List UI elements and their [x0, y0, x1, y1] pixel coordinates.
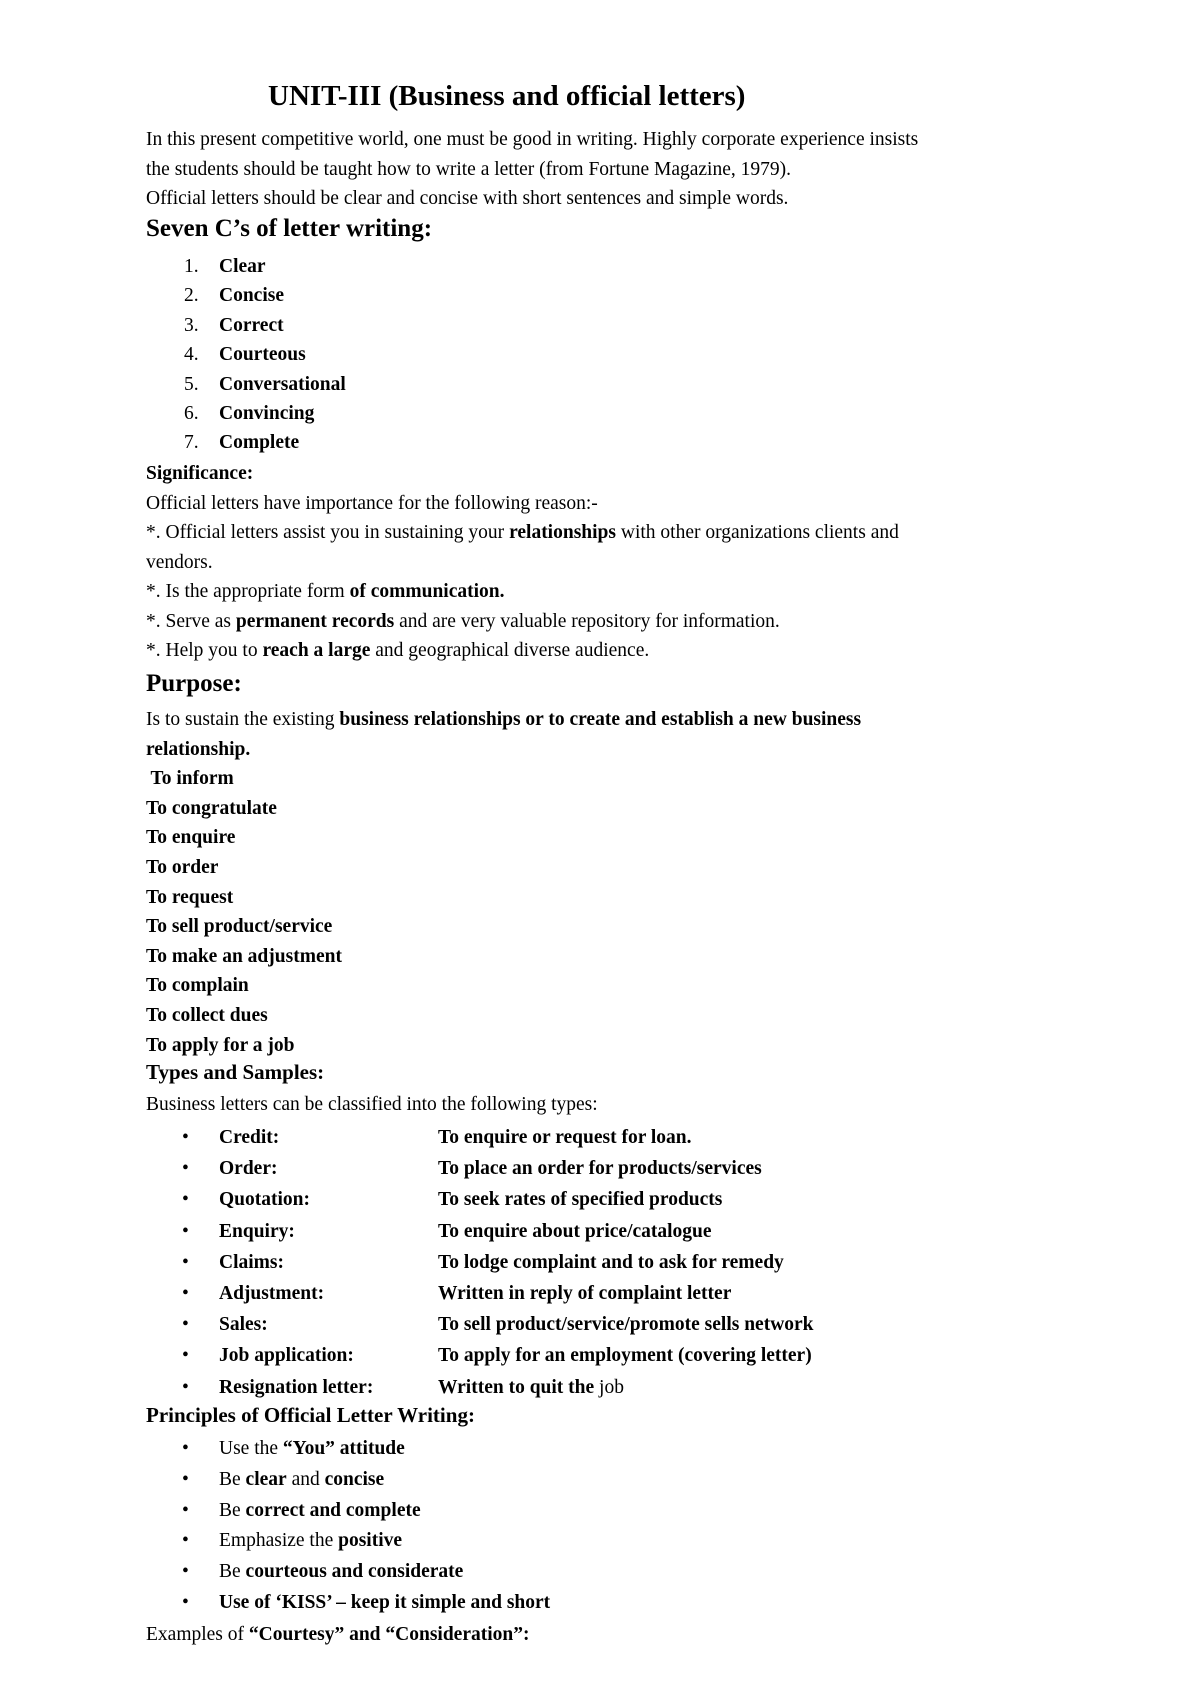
- purpose-section: [146, 705, 1046, 1060]
- intro-paragraph: [146, 125, 1046, 214]
- list-item: • Be clear and concise: [146, 1465, 550, 1496]
- significance-lead: Official letters have importance for the following reason:-: [146, 492, 598, 514]
- list-item: 3. Correct: [184, 314, 284, 336]
- list-item: • Be correct and complete: [146, 1496, 550, 1527]
- bullet-icon: •: [182, 1499, 189, 1521]
- significance-point: *. Is the appropriate form of communication.: [146, 581, 505, 602]
- page-title: UNIT-III (Business and official letters): [268, 80, 746, 112]
- intro-line: Official letters should be clear and concise with short sentences and simple words.: [146, 188, 789, 209]
- significance-point: *. Serve as permanent records and are very valuable repository for information.: [146, 610, 780, 632]
- purpose-lead: Is to sustain the existing business relationships or to create and establish a new business: [146, 709, 862, 730]
- purpose-item: To enquire: [146, 827, 236, 849]
- bullet-icon: •: [182, 1376, 189, 1398]
- principles-list: [146, 1434, 550, 1619]
- purpose-item: To inform: [146, 768, 234, 790]
- list-item: • Use of ‘KISS’ – keep it simple and short: [146, 1588, 550, 1619]
- intro-line: the students should be taught how to write a letter (from Fortune Magazine, 1979).: [146, 158, 791, 180]
- list-item: • Emphasize the positive: [146, 1526, 550, 1557]
- bullet-icon: •: [182, 1189, 189, 1211]
- list-item: 5. Conversational: [184, 373, 346, 395]
- bullet-icon: •: [182, 1220, 189, 1242]
- list-item: 6. Convincing: [184, 403, 315, 425]
- intro-line: In this present competitive world, one must be good in writing. Highly corporate experience insists: [146, 129, 919, 150]
- list-item: 4. Courteous: [184, 344, 306, 366]
- bullet-icon: •: [182, 1314, 189, 1336]
- purpose-heading: Purpose:: [146, 670, 242, 697]
- purpose-lead-cont: relationship.: [146, 738, 251, 760]
- bullet-icon: •: [182, 1468, 189, 1490]
- significance-point: *. Help you to reach a large and geographical diverse audience.: [146, 640, 650, 661]
- principles-heading: Principles of Official Letter Writing:: [146, 1403, 475, 1427]
- purpose-item: To sell product/service: [146, 916, 333, 938]
- significance-heading: Significance:: [146, 463, 254, 484]
- significance-section: [146, 459, 1046, 666]
- bullet-icon: •: [182, 1530, 189, 1552]
- purpose-item: To congratulate: [146, 797, 277, 819]
- significance-point: *. Official letters assist you in sustaining your relationships with other organizations clients and: [146, 522, 899, 543]
- examples-line: Examples of “Courtesy” and “Consideration”:: [146, 1624, 530, 1645]
- bullet-icon: •: [182, 1282, 189, 1304]
- purpose-item: To apply for a job: [146, 1034, 295, 1056]
- list-item: 2. Concise: [184, 285, 284, 307]
- significance-point-cont: vendors.: [146, 551, 213, 573]
- bullet-icon: •: [182, 1158, 189, 1180]
- types-heading: Types and Samples:: [146, 1060, 325, 1084]
- purpose-item: To collect dues: [146, 1004, 268, 1026]
- list-item: • Use the “You” attitude: [146, 1434, 550, 1465]
- list-item: • Be courteous and considerate: [146, 1557, 550, 1588]
- bullet-icon: •: [182, 1345, 189, 1367]
- seven-cs-list: [146, 252, 346, 458]
- seven-cs-heading: Seven C’s of letter writing:: [146, 215, 433, 242]
- purpose-item: To request: [146, 886, 234, 908]
- bullet-icon: •: [182, 1438, 189, 1459]
- purpose-item: To order: [146, 856, 219, 878]
- bullet-icon: •: [182, 1591, 189, 1613]
- bullet-icon: •: [182, 1251, 189, 1273]
- types-lead: Business letters can be classified into the following types:: [146, 1094, 598, 1115]
- list-item: 1. Clear: [184, 256, 266, 277]
- bullet-icon: •: [182, 1561, 189, 1583]
- purpose-item: To complain: [146, 975, 249, 997]
- bullet-icon: •: [182, 1127, 189, 1148]
- purpose-item: To make an adjustment: [146, 945, 342, 967]
- document-page: UNIT-III (Business and official letters) In this present competitive world, one must be good in writing. Highly corporate experience insists the students should be taught how to write a letter (from Fortune Magazine, 1979). Official letters should be clear and concise with short sentences and simple words. Seven C’s of letter writing: 1. Clear 2. Concise 3. Correct 4. Courteous 5. Conversational 6. Convincing 7. Complete Significance: Official letters have importance for the following reason:- *. Official letters assist you in sustaining your relationships with other organizations clients and vendors. *. Is the appropriate form of communication. *. Serve as permanent records and are very valuable repository for information. *. Help you to reach a large and geographical diverse audience. Purpose: Is to sustain the existing business relationships or to create and establish a new business relationship. To inform To congratulate To enquire To order To request To sell product/service To make an adjustment To complain To collect dues To apply for a job Types and Samples: Business letters can be classified into the following types: • Credit: To enquire or request for loan. • Order: To place an order for products/services • Quotation: To seek rates of specified products • Enquiry: To enquire about price/catalogue • Claims: To lodge complaint and to ask for remedy • Adjustment: Written in reply of complaint letter • Sales: To sell product/service/promote sells network • Job application: To apply for an employment (covering letter) • Resignation letter: Written to quit the job Principles of Official Letter Writing: • Use the “You” attitude • Be clear and concise • Be correct and complete • Emphasize the positive • Be courteous and considerate • Use of ‘KISS’ – keep it simple and short Examples of “Courtesy” and “Consideration”:: [0, 0, 1200, 1696]
- list-item: 7. Complete: [184, 432, 300, 454]
